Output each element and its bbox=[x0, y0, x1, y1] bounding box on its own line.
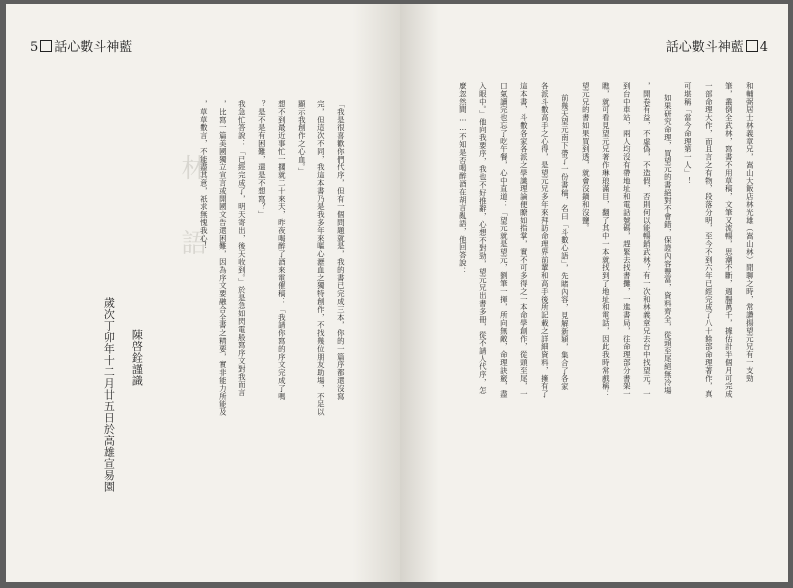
left-page bbox=[6, 4, 400, 582]
text-column: 一部命理大作，而且言之有物，段落分明，至今不到六年已經完成了八十餘部命理著作，真 bbox=[704, 82, 714, 398]
text-column: 到台中車站，兩人均沒有帶地址和電話號碼，趕緊去找書攤，一進書局，往命理部分書架一 bbox=[622, 82, 632, 398]
text-column: 歲次丁卯年十二月廿五日於高雄宣易園 bbox=[102, 297, 116, 493]
header-box-icon bbox=[746, 40, 758, 52]
left-page-header-title: 話心數斗神藍 bbox=[54, 40, 133, 55]
text-column: 顯示我創作之心血。」 bbox=[297, 100, 307, 176]
text-column: 可堪稱「當今命理第一人」！ bbox=[683, 82, 693, 185]
text-column: 望元兄的書如果買到透，就會沒鍋和沒鹽。 bbox=[581, 82, 591, 233]
text-column: 這本書，斗數各家各派之學識理論便瞭如指掌，實不可多得之一本命學創作，從頭至尾，一 bbox=[519, 82, 529, 398]
text-column: 口氣讀完也忘了吃午餐，心中直道：「望元就是望元，劉筆一揮，所向無敵，命理訣竅，盡 bbox=[499, 82, 509, 398]
text-column: ，草草數言，不能盡其意，祇求無愧我心！ bbox=[199, 100, 209, 251]
text-column: 前幾天望元南下帶了一份書稿，名曰「斗數心語」，先睹內容，見解新穎，集合了各家 bbox=[560, 94, 570, 391]
right-page-header bbox=[666, 36, 768, 55]
text-column: 瞧，就可看見望元兄著作琳琅滿目，翻了其中一本就找到了地址和電話，因此我時常戲稱： bbox=[601, 82, 611, 398]
text-column: 各派斗數高手之心得，是望元兄多年來拜訪命理界前輩和高手後所記載之詳細資料，擁有了 bbox=[540, 82, 550, 398]
text-column: ？是不是有困難，還是不想寫？」 bbox=[257, 100, 267, 219]
right-page-header-title: 話心數斗神藍 bbox=[665, 40, 744, 55]
right-page bbox=[400, 4, 788, 582]
text-column: 入眼中。」他向我要序，我也不好推辭，心想不對勁，望元兄出書多冊，從不請人代序，怎 bbox=[478, 82, 488, 395]
text-column: 想不到最近事忙一擱就二十來天，昨夜喝醉了酒來電催稿：「我請你寫的序文完成了嗎 bbox=[277, 100, 287, 401]
bleed-through-mark: 林 bbox=[177, 154, 207, 180]
right-page-number: 4 bbox=[759, 40, 768, 55]
left-page-header bbox=[30, 36, 132, 55]
text-column: 和輔弼居士林義章兄，嵩山大飯店林光雄（嵩山林）閒聊之時，常讚揚望元兄有一支勁 bbox=[745, 82, 755, 383]
text-column: 陳啓銓謹識 bbox=[130, 329, 144, 387]
bleed-through-mark: 語 bbox=[177, 229, 207, 255]
left-page-number: 5 bbox=[30, 40, 39, 55]
text-column: 完，但這次不同，我這本書乃是我多年來嘔心瀝血之獨特創作，不找幾位朋友助場，不足以 bbox=[316, 100, 326, 416]
text-column: ，比寫一篇美國獨立宣言或開國文告還困難，因為序文要融合全書之精要，實非能力所能及 bbox=[218, 100, 228, 416]
text-column: ，開卷有益，不虛偽，不造假，否則何以能暢銷武林？有一次和林義章兄去台中找望元，一 bbox=[642, 82, 652, 398]
header-box-icon bbox=[40, 40, 52, 52]
text-column: 筆，叢倒全武林，寫書不用草稿，文筆又流暢，思潮不斷，週腸萬千，據估計半個月可完成 bbox=[724, 82, 734, 398]
text-column: 如果研究命理，買望元的書絕對不會錯，保證內容豐富，資料齊全，從頭至尾絕無冷場 bbox=[663, 94, 673, 395]
text-column: 麼忽然間……不知是否喝醉酒在胡言亂語，他回答說： bbox=[458, 82, 468, 275]
text-column: 我急忙答說：「已經完成了，明天寄出，後天收到。」於是急如閃電般寫序文對我而言 bbox=[237, 100, 247, 397]
text-column: 「我是很喜歡你們代序，但有一個問題就是，我的書已完成三本，你的一篇序都還沒寫 bbox=[336, 100, 346, 401]
